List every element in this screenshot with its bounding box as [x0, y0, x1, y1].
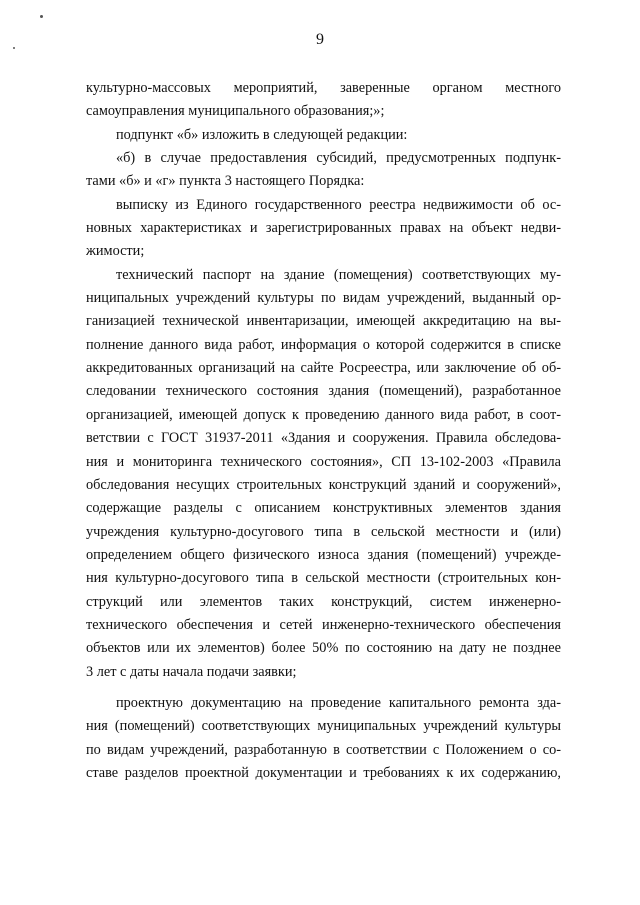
text-line: тами «б» и «г» пункта 3 настоящего Порядка: — [86, 173, 365, 190]
text-line: ганизацией технической инвентаризации, имеющей аккредитацию на вы- — [86, 313, 561, 330]
text-line: культурно-массовых мероприятий, заверенные органом местного — [86, 80, 561, 96]
paragraph — [86, 194, 561, 264]
text-line: новных характеристиках и зарегистрированных правах на объект недви- — [86, 220, 561, 237]
text-line: ставе разделов проектной документации и требованиях к их содержанию, — [86, 764, 561, 781]
text-line: определением общего физического износа здания (помещений) учрежде- — [86, 546, 561, 563]
text-line: технического обеспечения и сетей инженерно-технического обеспечения — [86, 616, 561, 633]
paragraph-gap — [86, 684, 561, 692]
paragraph — [86, 264, 561, 684]
text-line: объектов или их элементов) более 50% по состоянию на дату не позднее — [86, 640, 561, 657]
text-line: ния (помещений) соответствующих муниципальных учреждений культуры — [86, 718, 561, 735]
text-line: технический паспорт на здание (помещения) соответствующих му- — [116, 266, 561, 283]
text-line: самоуправления муниципального образования;»; — [86, 103, 385, 120]
text-line: полнение данного вида работ, информация о которой содержится в списке — [86, 336, 561, 353]
text-line: аккредитованных организаций на сайте Росреестра, или заключение об об- — [86, 360, 561, 377]
paragraph — [86, 147, 561, 194]
text-line: жимости; — [86, 243, 145, 260]
text-line: «б) в случае предоставления субсидий, предусмотренных подпунк- — [116, 150, 561, 167]
text-line: по видам учреждений, разработанную в соответствии с Положением о со- — [86, 741, 561, 758]
text-line: следовании технического состояния здания (помещений), разработанное — [86, 383, 561, 400]
text-line: организацией, имеющей допуск к проведению данного вида работ, в соот- — [86, 406, 561, 423]
text-line: содержащие разделы с описанием конструктивных элементов здания — [86, 500, 561, 517]
paragraph — [86, 77, 561, 124]
scan-speck-mark — [40, 15, 43, 18]
text-line: ния и мониторинга технического состояния», СП 13-102-2003 «Правила — [86, 453, 561, 470]
text-line: обследования несущих строительных конструкций зданий и сооружений», — [86, 476, 561, 493]
text-line: проектную документацию на проведение капитального ремонта зда- — [116, 694, 561, 711]
text-line: ветствии с ГОСТ 31937-2011 «Здания и сооружения. Правила обследова- — [86, 430, 561, 447]
text-line: ния культурно-досугового типа в сельской местности (строительных кон- — [86, 570, 561, 587]
text-line: подпункт «б» изложить в следующей редакции: — [116, 126, 408, 143]
body-text — [86, 77, 561, 785]
text-line: 3 лет с даты начала подачи заявки; — [86, 663, 297, 680]
paragraph — [86, 124, 561, 147]
paragraph — [86, 692, 561, 785]
text-line: ниципальных учреждений культуры по видам учреждений, выданный ор- — [86, 290, 561, 307]
text-line: учреждения культурно-досугового типа в сельской местности и (или) — [86, 523, 561, 540]
page-number: 9 — [316, 31, 324, 48]
text-line: выписку из Единого государственного реестра недвижимости об ос- — [116, 196, 561, 213]
text-line: струкций или элементов таких конструкций, систем инженерно- — [86, 593, 561, 610]
